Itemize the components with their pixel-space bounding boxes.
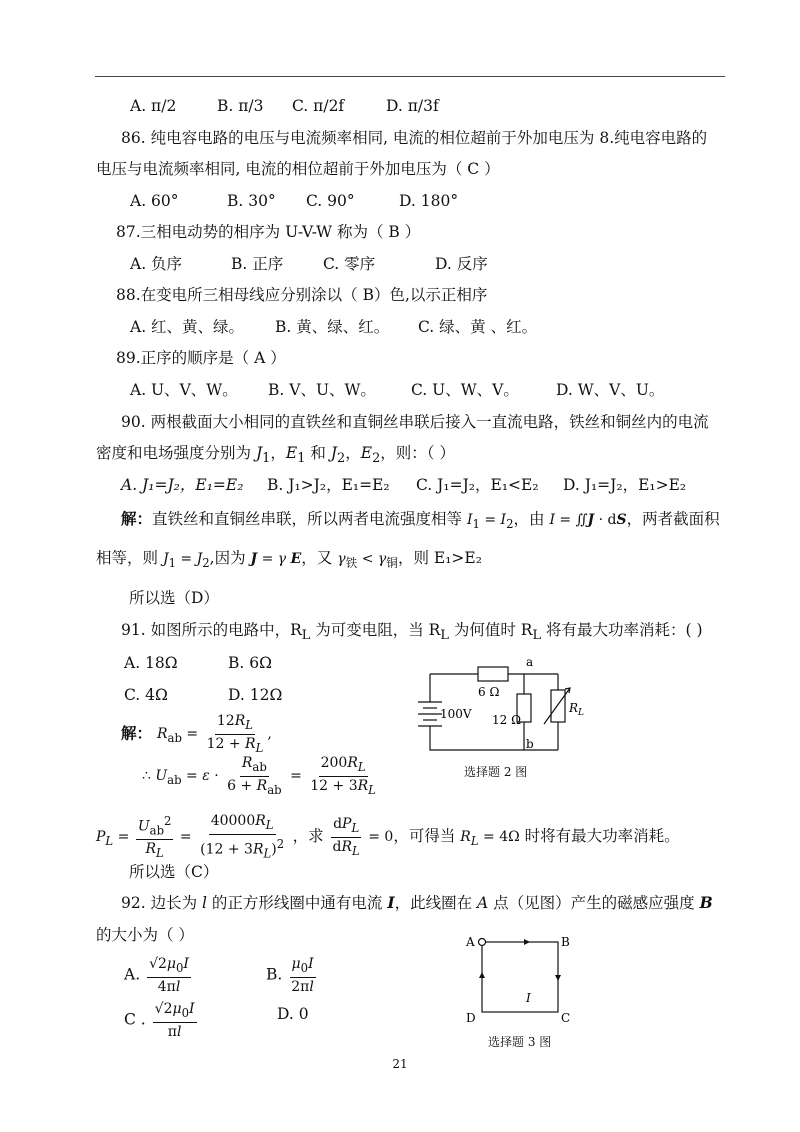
header-rule	[95, 76, 725, 77]
label-d: D	[466, 1011, 476, 1025]
q90-line2: 密度和电场强度分别为 $J_1$，$E_1$ 和 $J_2$，$E_2$，则：（ ）	[96, 444, 455, 467]
q86-option-b: B. 30°	[227, 192, 276, 210]
current-arrow-left	[479, 972, 485, 978]
source-label: 100V	[440, 707, 472, 721]
q90-solution-line1: 解：直铁丝和直铜丝串联，所以两者电流强度相等 $I_1 = I_2$，由 I = ∬J · dS，两者截面积	[121, 509, 720, 531]
q90-option-d: D. J₁=J₂，E₁>E₂	[563, 476, 687, 494]
q92-line1: 92. 边长为 l 的正方形线圈中通有电流 I，此线圈在 A 点（见图）产生的磁感应强度 B	[121, 893, 713, 912]
q92-option-c: C . $\frac{√2\mu_0I}{\pi l}$	[124, 1001, 195, 1040]
q86-option-c: C. 90°	[306, 192, 355, 210]
q91-option-d: D. 12Ω	[228, 686, 283, 704]
q91-option-b: B. 6Ω	[228, 654, 272, 672]
q89-line1: 89.正序的顺序是（ A ）	[116, 349, 286, 367]
q87-option-d: D. 反序	[435, 255, 488, 273]
q91-solution-rab: 解： $R_{ab}$ = $\frac{12R_L}{12 + R_L}$ ,	[121, 713, 272, 755]
top-option-d: D. π/3f	[386, 97, 439, 115]
wire-bottom	[430, 726, 558, 750]
q90-line1: 90. 两根截面大小相同的直铁丝和直铜丝串联后接入一直流电路，铁丝和铜丝内的电流	[121, 413, 709, 431]
q87-option-a: A. 负序	[130, 255, 183, 273]
label-a: A	[466, 935, 475, 949]
q89-option-a: A. U、V、W。	[130, 381, 238, 399]
label-c: C	[561, 1011, 571, 1025]
q86-line1: 86. 纯电容电路的电压与电流频率相同, 电流的相位超前于外加电压为 8.纯电容电路的	[121, 129, 708, 147]
top-option-c: C. π/2f	[292, 97, 345, 115]
q86-option-d: D. 180°	[399, 192, 459, 210]
q90-solution-line2: 相等，则 $J_1 = J_2$,因为 J = γ E，又 $\gamma_铁 < \gamma_铜$，则 E₁>E₂	[96, 549, 482, 570]
q92-loop-figure	[462, 930, 582, 1030]
top-option-b: B. π/3	[217, 97, 264, 115]
q91-option-c: C. 4Ω	[124, 686, 168, 704]
q89-option-c: C. U、W、V。	[411, 381, 519, 399]
q88-option-a: A. 红、黄、绿。	[130, 318, 245, 336]
variable-arrow	[544, 688, 570, 724]
q91-answer: 所以选（C）	[129, 863, 219, 881]
q88-line1: 88.在变电所三相母线应分别涂以（ B）色,以示正相序	[116, 286, 488, 304]
label-current: I	[526, 991, 531, 1005]
q90-option-a: A. J₁=J₂，E₁=E₂	[121, 476, 244, 494]
current-arrow-right	[555, 975, 561, 981]
resistor-6ohm	[478, 667, 508, 681]
label-b: B	[561, 935, 570, 949]
q90-option-b: B. J₁>J₂，E₁=E₂	[267, 476, 390, 494]
q91-option-a: A. 18Ω	[124, 654, 178, 672]
q89-option-b: B. V、U、W。	[268, 381, 376, 399]
current-arrow-top	[524, 939, 530, 945]
resistor-rl-label: $R_L$	[569, 701, 585, 718]
q92-option-a: A. $\frac{√2\mu_0I}{4\pi l}$	[124, 956, 189, 995]
q89-option-d: D. W、V、U。	[556, 381, 665, 399]
resistor-6ohm-label: 6 Ω	[478, 685, 500, 699]
q92-option-d: D. 0	[277, 1005, 309, 1023]
q91-line1: 91. 如图所示的电路中，$R_L$ 为可变电阻，当 $R_L$ 为何值时 $R_L$ 将有最大功率消耗：( )	[121, 621, 703, 644]
resistor-12ohm-label: 12 Ω	[492, 713, 522, 727]
q91-solution-uab: ∴ $U_{ab} = \varepsilon$ · $\frac{R_{ab}}{6 + R_{ab}}$ = $\frac{200R_L}{12 + 3R_L}$	[142, 755, 376, 797]
q92-option-b: B. $\frac{\mu_0I}{2\pi l}$	[266, 956, 314, 995]
page-number: 21	[392, 1057, 408, 1071]
q91-figure-caption: 选择题 2 图	[464, 765, 528, 779]
resistor-rl	[551, 690, 565, 722]
q87-line1: 87.三相电动势的相序为 U-V-W 称为（ B ）	[116, 223, 421, 241]
q87-option-c: C. 零序	[323, 255, 376, 273]
q88-option-b: B. 黄、绿、红。	[275, 318, 390, 336]
top-option-a: A. π/2	[130, 97, 177, 115]
point-a-marker	[479, 939, 486, 946]
q92-figure-caption: 选择题 3 图	[488, 1035, 552, 1049]
q88-option-c: C. 绿、黄 、红。	[418, 318, 538, 336]
q90-option-c: C. J₁=J₂，E₁<E₂	[416, 476, 539, 494]
q92-line2: 的大小为（ ）	[96, 926, 194, 944]
q91-solution-power: $P_L$ = $\frac{U_{ab}^2}{R_L}$ = $\frac{40000R_L}{(12 + 3R_L)^2}$ ，求 $\frac{dP_L}{dR_L}$ = 0，可得当 $R_L = 4\Omega$ 时将有最大功率消耗。	[96, 813, 680, 861]
node-a-label: a	[526, 655, 534, 669]
square-loop	[482, 942, 558, 1012]
q86-line2: 电压与电流频率相同, 电流的相位超前于外加电压为（ C ）	[96, 160, 500, 178]
node-b-label: b	[526, 737, 534, 751]
q86-option-a: A. 60°	[130, 192, 179, 210]
q87-option-b: B. 正序	[231, 255, 284, 273]
q90-answer: 所以选（D）	[129, 589, 219, 607]
